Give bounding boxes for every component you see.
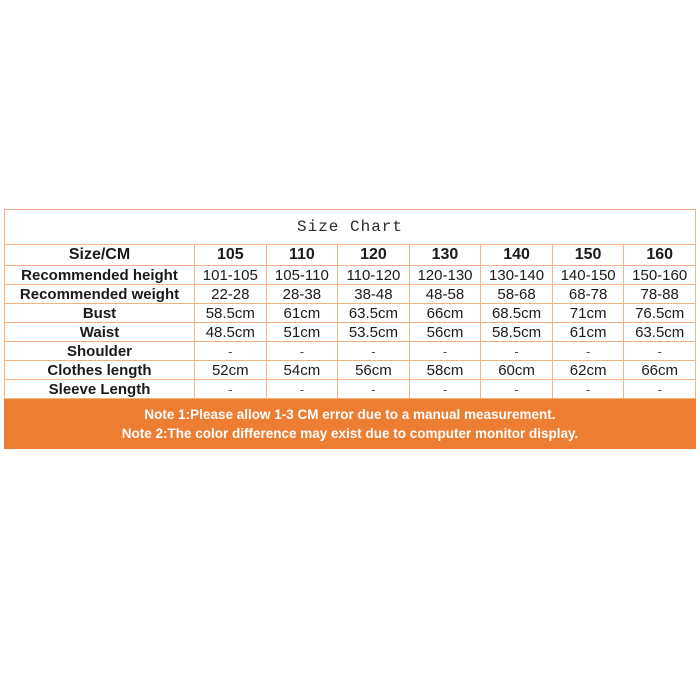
notes-banner — [4, 399, 696, 449]
header-cell-size: 150 — [552, 245, 624, 266]
table-cell: 76.5cm — [624, 304, 696, 323]
row-label: Recommended height — [5, 266, 195, 285]
size-chart — [4, 209, 696, 449]
table-cell: 68.5cm — [481, 304, 553, 323]
header-cell-size-cm: Size/CM — [5, 245, 195, 266]
table-cell: 60cm — [481, 361, 553, 380]
table-cell: 130-140 — [481, 266, 553, 285]
header-cell-size: 140 — [481, 245, 553, 266]
title-row — [5, 210, 696, 245]
table-cell: 61cm — [266, 304, 338, 323]
row-label: Recommended weight — [5, 285, 195, 304]
row-label: Waist — [5, 323, 195, 342]
row-label: Sleeve Length — [5, 380, 195, 399]
table-cell: 58.5cm — [481, 323, 553, 342]
table-cell: 66cm — [624, 361, 696, 380]
table-cell: 71cm — [552, 304, 624, 323]
table-cell: - — [552, 380, 624, 399]
table-cell: 78-88 — [624, 285, 696, 304]
note-line-1: Note 1:Please allow 1-3 CM error due to a manual measurement. — [144, 406, 556, 422]
header-row — [5, 245, 696, 266]
table-cell: - — [338, 380, 410, 399]
table-cell: 62cm — [552, 361, 624, 380]
table-cell: 52cm — [195, 361, 267, 380]
table-cell: 51cm — [266, 323, 338, 342]
table-cell: 105-110 — [266, 266, 338, 285]
table-cell: 120-130 — [409, 266, 481, 285]
table-cell: 150-160 — [624, 266, 696, 285]
table-cell: 66cm — [409, 304, 481, 323]
table-cell: - — [552, 342, 624, 361]
table-row-recommended-height — [5, 266, 696, 285]
table-cell: 48-58 — [409, 285, 481, 304]
table-cell: 56cm — [338, 361, 410, 380]
table-cell: 63.5cm — [624, 323, 696, 342]
table-cell: - — [195, 342, 267, 361]
header-cell-size: 105 — [195, 245, 267, 266]
header-cell-size: 160 — [624, 245, 696, 266]
table-cell: - — [624, 342, 696, 361]
table-cell: 53.5cm — [338, 323, 410, 342]
header-cell-size: 120 — [338, 245, 410, 266]
table-cell: 28-38 — [266, 285, 338, 304]
table-cell: 101-105 — [195, 266, 267, 285]
table-cell: - — [409, 342, 481, 361]
note-line-2: Note 2:The color difference may exist due to computer monitor display. — [121, 425, 579, 441]
table-row-clothes-length — [5, 361, 696, 380]
table-row-bust — [5, 304, 696, 323]
table-cell: - — [481, 342, 553, 361]
table-cell: 58.5cm — [195, 304, 267, 323]
row-label: Clothes length — [5, 361, 195, 380]
table-row-shoulder — [5, 342, 696, 361]
row-label: Bust — [5, 304, 195, 323]
row-label: Shoulder — [5, 342, 195, 361]
table-cell: 22-28 — [195, 285, 267, 304]
table-cell: 61cm — [552, 323, 624, 342]
table-cell: 48.5cm — [195, 323, 267, 342]
table-cell: - — [266, 342, 338, 361]
table-cell: 58-68 — [481, 285, 553, 304]
table-cell: 54cm — [266, 361, 338, 380]
table-cell: - — [266, 380, 338, 399]
table-cell: 58cm — [409, 361, 481, 380]
table-cell: - — [338, 342, 410, 361]
table-row-sleeve-length — [5, 380, 696, 399]
table-cell: 56cm — [409, 323, 481, 342]
table-cell: 38-48 — [338, 285, 410, 304]
table-cell: 63.5cm — [338, 304, 410, 323]
size-chart-title: Size Chart — [5, 210, 696, 245]
table-row-recommended-weight — [5, 285, 696, 304]
table-cell: - — [409, 380, 481, 399]
header-cell-size: 110 — [266, 245, 338, 266]
table-cell: 140-150 — [552, 266, 624, 285]
table-cell: - — [195, 380, 267, 399]
header-cell-size: 130 — [409, 245, 481, 266]
table-cell: - — [481, 380, 553, 399]
table-cell: - — [624, 380, 696, 399]
table-cell: 68-78 — [552, 285, 624, 304]
table-row-waist — [5, 323, 696, 342]
table-cell: 110-120 — [338, 266, 410, 285]
size-chart-table — [4, 209, 696, 399]
